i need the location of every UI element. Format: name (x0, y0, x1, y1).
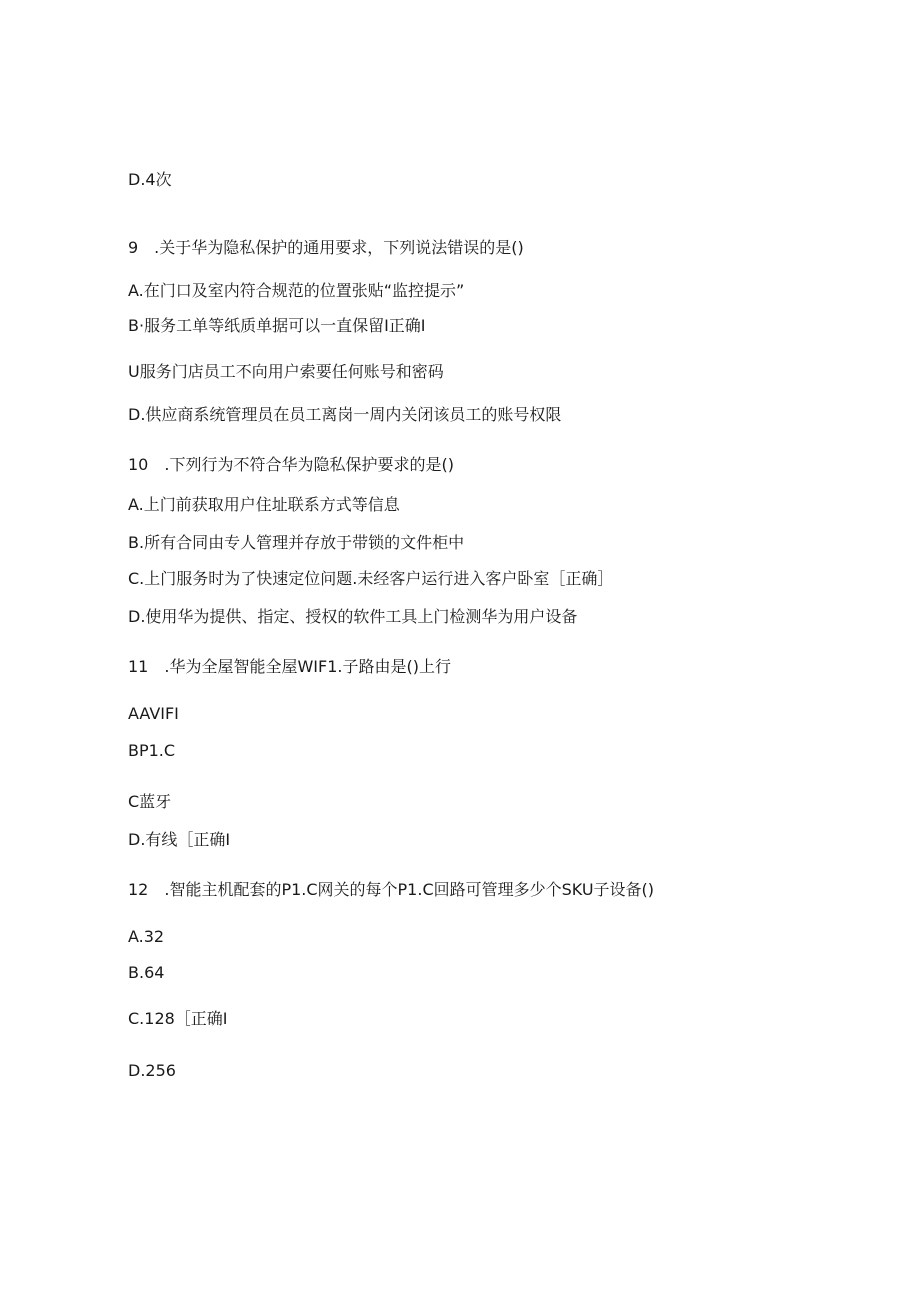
q9-option-a: A.在门口及室内符合规范的位置张贴“监控提示” (128, 281, 465, 300)
q11-option-d: D.有线［正确I (128, 830, 231, 849)
q12-option-d: D.256 (128, 1061, 176, 1080)
q10-option-d: D.使用华为提供、指定、授权的软件工具上门检测华为用户设备 (128, 607, 578, 626)
q12-option-c: C.128［正确I (128, 1009, 228, 1028)
q12-option-b: B.64 (128, 963, 165, 982)
q11-option-c: C蓝牙 (128, 792, 172, 811)
q11-option-b: BP1.C (128, 741, 176, 760)
q9-option-b: B·服务工单等纸质单据可以一直保留I正确I (128, 316, 426, 335)
q12-question: 12 .智能主机配套的P1.C网关的每个P1.C回路可管理多少个SKU子设备() (128, 880, 655, 899)
q9-option-d: D.供应商系统管理员在员工离岗一周内关闭该员工的账号权限 (128, 405, 562, 424)
q11-option-a: AAVIFI (128, 704, 179, 723)
q10-option-c: C.上门服务时为了快速定位问题.未经客户运行进入客户卧室［正确］ (128, 569, 614, 588)
q8-option-d: D.4次 (128, 170, 172, 189)
q9-question: 9 .关于华为隐私保护的通用要求，下列说法错误的是() (128, 238, 524, 257)
q10-question: 10 .下列行为不符合华为隐私保护要求的是() (128, 455, 454, 474)
q10-option-a: A.上门前获取用户住址联系方式等信息 (128, 495, 400, 514)
q11-question: 11 .华为全屋智能全屋WIF1.子路由是()上行 (128, 657, 451, 676)
q10-option-b: B.所有合同由专人管理并存放于带锁的文件柜中 (128, 533, 465, 552)
q12-option-a: A.32 (128, 927, 165, 946)
q9-option-c: U服务门店员工不向用户索要任何账号和密码 (128, 362, 444, 381)
